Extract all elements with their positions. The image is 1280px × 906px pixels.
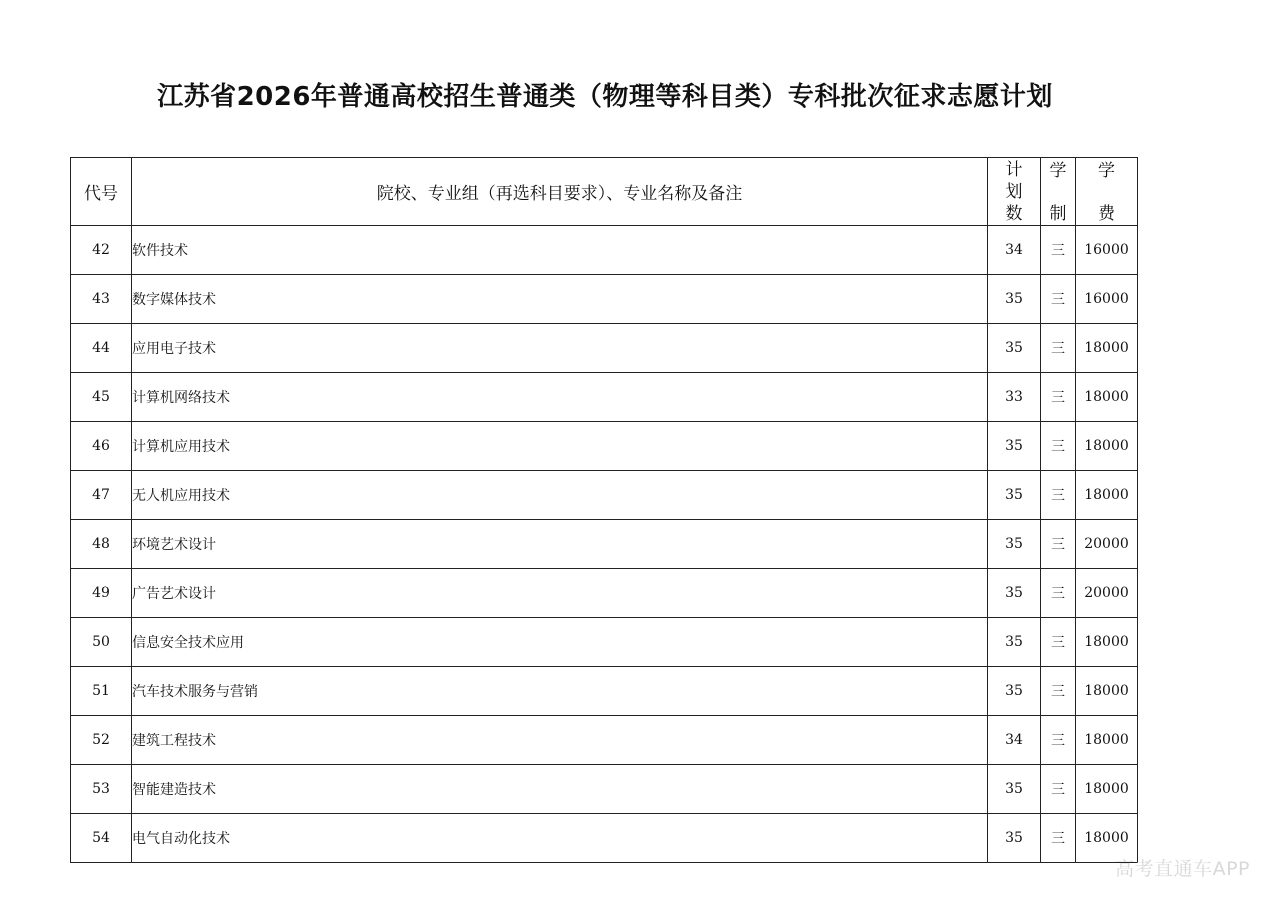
row-fee: 16000 [1076,275,1138,324]
row-duration: 三 [1041,471,1076,520]
row-code: 53 [71,765,132,814]
row-fee: 16000 [1076,226,1138,275]
row-plan: 35 [988,471,1041,520]
row-name: 计算机网络技术 [132,373,988,422]
table-header-row [71,158,1138,226]
header-fee-char: 费 [1098,204,1115,224]
row-fee: 18000 [1076,618,1138,667]
row-name: 无人机应用技术 [132,471,988,520]
row-fee: 18000 [1076,716,1138,765]
row-duration: 三 [1041,716,1076,765]
row-name: 智能建造技术 [132,765,988,814]
header-code: 代号 [71,158,132,226]
row-fee: 18000 [1076,373,1138,422]
header-plan-char: 划 [1005,181,1023,202]
row-code: 43 [71,275,132,324]
row-name: 计算机应用技术 [132,422,988,471]
table-row [71,814,1138,863]
row-duration: 三 [1041,814,1076,863]
watermark: 高考直通车APP [1115,858,1250,880]
row-code: 52 [71,716,132,765]
row-duration: 三 [1041,618,1076,667]
row-code: 45 [71,373,132,422]
row-plan: 35 [988,667,1041,716]
row-fee: 18000 [1076,422,1138,471]
table-row [71,275,1138,324]
row-duration: 三 [1041,569,1076,618]
row-name: 建筑工程技术 [132,716,988,765]
table-row [71,471,1138,520]
enrollment-plan-table [70,157,1138,863]
table-row [71,422,1138,471]
row-code: 47 [71,471,132,520]
table-row [71,716,1138,765]
row-code: 54 [71,814,132,863]
table-row [71,324,1138,373]
row-duration: 三 [1041,373,1076,422]
table-row [71,520,1138,569]
row-fee: 18000 [1076,471,1138,520]
row-name: 环境艺术设计 [132,520,988,569]
row-plan: 35 [988,814,1041,863]
table-row [71,618,1138,667]
row-plan: 35 [988,275,1041,324]
row-name: 数字媒体技术 [132,275,988,324]
row-duration: 三 [1041,765,1076,814]
row-duration: 三 [1041,275,1076,324]
table-row [71,373,1138,422]
row-duration: 三 [1041,422,1076,471]
row-duration: 三 [1041,667,1076,716]
row-name: 电气自动化技术 [132,814,988,863]
row-fee: 18000 [1076,814,1138,863]
row-code: 48 [71,520,132,569]
row-fee: 20000 [1076,569,1138,618]
row-name: 广告艺术设计 [132,569,988,618]
row-name: 应用电子技术 [132,324,988,373]
row-code: 44 [71,324,132,373]
table-row [71,226,1138,275]
row-fee: 18000 [1076,324,1138,373]
header-duration-char: 学 [1049,161,1067,181]
row-name: 信息安全技术应用 [132,618,988,667]
table-row [71,765,1138,814]
header-name: 院校、专业组（再选科目要求）、专业名称及备注 [132,158,988,226]
row-plan: 35 [988,422,1041,471]
row-name: 软件技术 [132,226,988,275]
row-plan: 34 [988,226,1041,275]
row-fee: 20000 [1076,520,1138,569]
row-fee: 18000 [1076,667,1138,716]
row-plan: 35 [988,520,1041,569]
header-fee-char: 学 [1098,161,1115,181]
row-plan: 33 [988,373,1041,422]
header-duration [1041,158,1076,226]
row-plan: 35 [988,569,1041,618]
header-duration-char: 制 [1049,204,1067,224]
row-code: 42 [71,226,132,275]
header-plan [988,158,1041,226]
row-plan: 35 [988,324,1041,373]
row-plan: 35 [988,618,1041,667]
row-fee: 18000 [1076,765,1138,814]
row-duration: 三 [1041,520,1076,569]
row-duration: 三 [1041,226,1076,275]
row-code: 49 [71,569,132,618]
header-plan-char: 数 [1005,203,1023,224]
row-plan: 34 [988,716,1041,765]
row-code: 51 [71,667,132,716]
row-name: 汽车技术服务与营销 [132,667,988,716]
header-fee [1076,158,1138,226]
row-duration: 三 [1041,324,1076,373]
page-title: 江苏省2026年普通高校招生普通类（物理等科目类）专科批次征求志愿计划 [157,82,1053,112]
table-row [71,569,1138,618]
table-row [71,667,1138,716]
header-plan-char: 计 [1005,159,1023,180]
row-plan: 35 [988,765,1041,814]
row-code: 46 [71,422,132,471]
row-code: 50 [71,618,132,667]
